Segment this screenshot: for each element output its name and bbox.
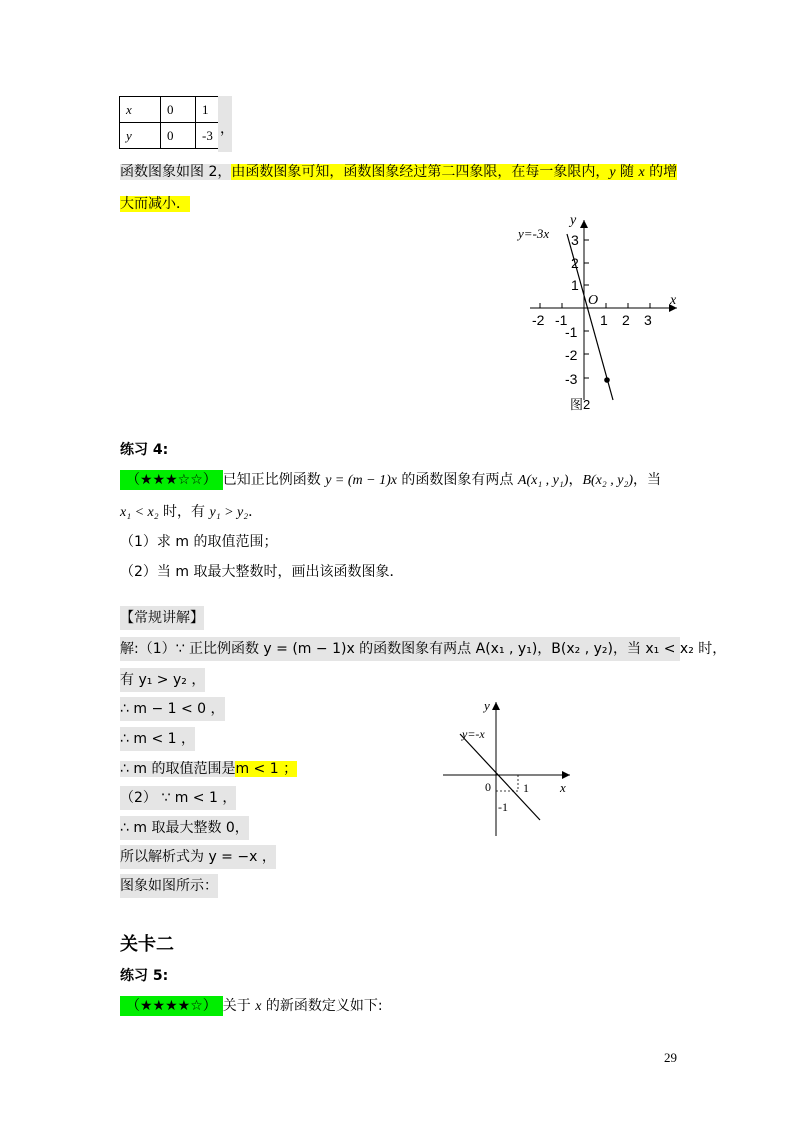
solution-line: ∴ m − 1 < 0 ， (120, 697, 225, 721)
value-table (119, 96, 231, 149)
table-cell: 1 (196, 97, 231, 123)
tick-label: -1 (565, 324, 578, 340)
tick-label: 2 (571, 255, 579, 271)
intro-line-1 (120, 160, 677, 184)
intro-text: 函数图象如图 2， (120, 164, 232, 180)
table-cell: 0 (161, 97, 196, 123)
point-marker (604, 377, 610, 383)
var-y: y (609, 165, 616, 180)
result: y₁ > y₂ (209, 505, 249, 520)
table-cell: y (120, 123, 161, 149)
intro-highlight (231, 164, 677, 180)
tick-label: -1 (555, 312, 568, 328)
table-row (120, 97, 231, 123)
comma: ， (220, 121, 234, 137)
exercise-4-title: 练习 4: (120, 442, 169, 458)
solution-line: 图象如图所示： (120, 874, 218, 898)
question-2: （2）当 m 取最大整数时，画出该函数图象． (120, 564, 404, 580)
graph-figure-3 (440, 696, 580, 840)
var-x: x (255, 999, 262, 1014)
intro-text: 大而减小． (120, 196, 190, 212)
tick-label: -3 (565, 371, 578, 387)
var-x: x (638, 165, 645, 180)
exercise-5-line (120, 994, 383, 1018)
table-cell: x (120, 97, 161, 123)
table-trail (218, 96, 232, 152)
x-axis-label: x (560, 780, 566, 795)
table-cell: -3 (196, 123, 231, 149)
solution-line: 解:（1）∵ 正比例函数 y = (m − 1)x 的函数图象有两点 A(x₁ , y₁)，B(x₂ , y₂)，当 x₁ < x₂ 时， (120, 637, 680, 661)
y-axis-label: y (570, 213, 577, 228)
solution-line: ∴ m 取最大整数 0， (120, 816, 249, 840)
point-b: B(x₂ , y₂) (582, 473, 633, 488)
origin-label: 0 (485, 780, 491, 794)
difficulty-stars: （★★★★☆） (120, 996, 223, 1016)
text: 的新函数定义如下: (261, 998, 383, 1014)
graph-figure-2 (515, 212, 685, 412)
text: 的函数图象有两点 (396, 472, 518, 488)
solution-header: 【常规讲解】 (120, 606, 204, 630)
table-cell: 0 (161, 123, 196, 149)
solution-line (120, 757, 297, 781)
tick-label: 3 (644, 312, 652, 328)
text: ， (568, 472, 583, 488)
tick-label: -1 (498, 800, 508, 814)
solution-line: 所以解析式为 y = −x ， (120, 845, 276, 869)
figure-caption: 图2 (570, 397, 591, 412)
text: ． (248, 504, 263, 520)
intro-text: 随 (615, 164, 639, 180)
text: ，当 (632, 472, 661, 488)
tick-label: 3 (571, 232, 579, 248)
x-axis-label: x (670, 293, 677, 308)
condition: x₁ < x₂ (120, 505, 159, 520)
exercise-4-line-2 (120, 500, 262, 524)
section-title: 关卡二 (120, 934, 174, 955)
page-number: 29 (664, 1050, 677, 1065)
y-axis-arrow (580, 220, 588, 228)
y-axis-arrow (492, 702, 500, 710)
solution-line: （2） ∵ m < 1 ， (120, 786, 236, 810)
point-a: A(x₁ , y₁) (517, 473, 569, 488)
intro-text: 的增 (644, 164, 678, 180)
tick-label: 1 (600, 312, 608, 328)
formula: y = (m − 1)x (325, 473, 397, 488)
exercise-5-title: 练习 5: (120, 968, 169, 984)
tick-label: 1 (523, 781, 529, 795)
table-row (120, 123, 231, 149)
answer-highlight: m < 1 ； (235, 761, 298, 777)
solution-line: 有 y₁ > y₂ ， (120, 668, 205, 692)
exercise-4-line-1 (120, 468, 661, 492)
tick-label: 1 (571, 277, 579, 293)
difficulty-stars: （★★★☆☆） (120, 470, 223, 490)
text: 时，有 (158, 504, 210, 520)
intro-text: 由函数图象可知，函数图象经过第二四象限，在每一象限内， (231, 164, 610, 180)
y-axis-label: y (484, 698, 490, 713)
x-axis-arrow (562, 771, 570, 779)
text: 已知正比例函数 (222, 472, 326, 488)
tick-label: -2 (565, 347, 578, 363)
tick-label: 2 (622, 312, 630, 328)
origin-label: O (588, 293, 599, 308)
tick-label: -2 (532, 312, 545, 328)
intro-line-2 (120, 192, 190, 216)
question-1: （1）求 m 的取值范围； (120, 534, 278, 550)
text: 关于 (222, 998, 256, 1014)
text: ∴ m 的取值范围是 (120, 761, 236, 777)
equation-label: y=-x (462, 727, 485, 741)
equation-label: y=-3x (518, 226, 550, 241)
solution-line: ∴ m < 1 ， (120, 727, 195, 751)
